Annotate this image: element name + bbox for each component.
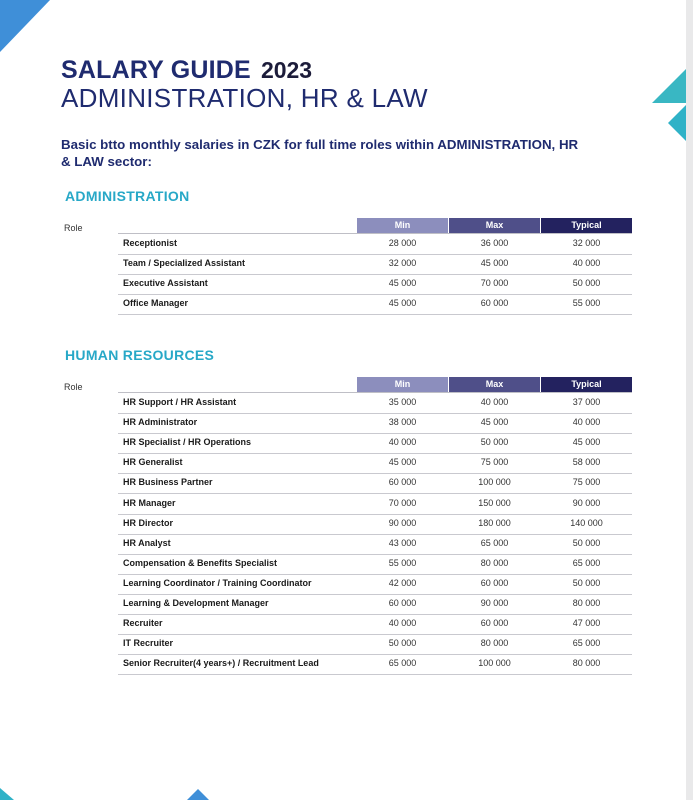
row-role-name: HR Administrator bbox=[123, 417, 198, 428]
row-min-value: 40 000 bbox=[388, 618, 417, 629]
row-role-name: Learning Coordinator / Training Coordinator bbox=[123, 577, 312, 588]
row-min-value: 35 000 bbox=[388, 397, 417, 407]
row-typical-value: 32 000 bbox=[572, 238, 601, 248]
row-max-value: 45 000 bbox=[480, 417, 509, 428]
bottom-left-triangle-decoration bbox=[0, 788, 14, 800]
row-role-name: Team / Specialized Assistant bbox=[123, 258, 246, 269]
row-role-name: HR Director bbox=[123, 517, 174, 528]
row-min-value: 45 000 bbox=[388, 298, 417, 309]
row-min-value: 65 000 bbox=[388, 658, 417, 669]
row-role-name: Receptionist bbox=[123, 238, 178, 248]
row-max-value: 60 000 bbox=[480, 298, 509, 309]
row-min-value: 42 000 bbox=[388, 577, 417, 588]
title-year: 2023 bbox=[260, 57, 313, 83]
corner-triangle-decoration bbox=[0, 0, 50, 52]
right-arrow-decoration bbox=[668, 105, 686, 141]
row-typical-value: 65 000 bbox=[572, 557, 601, 568]
table-row bbox=[118, 413, 632, 434]
row-min-value: 50 000 bbox=[388, 638, 417, 649]
row-typical-value: 37 000 bbox=[572, 397, 601, 407]
row-max-value: 100 000 bbox=[478, 477, 511, 488]
column-role-label: Role bbox=[64, 223, 83, 233]
row-role-name: HR Specialist / HR Operations bbox=[123, 437, 252, 448]
table-row bbox=[118, 634, 632, 655]
row-typical-value: 55 000 bbox=[572, 298, 601, 309]
table-row bbox=[118, 494, 632, 515]
table-row bbox=[118, 254, 632, 275]
section-title-administration: ADMINISTRATION bbox=[65, 188, 190, 204]
column-header-min: Min bbox=[357, 377, 448, 392]
column-header-typical: Typical bbox=[541, 218, 632, 233]
row-typical-value: 50 000 bbox=[572, 537, 601, 548]
row-min-value: 43 000 bbox=[388, 537, 417, 548]
row-min-value: 38 000 bbox=[388, 417, 417, 428]
row-typical-value: 47 000 bbox=[572, 618, 601, 629]
row-min-value: 32 000 bbox=[388, 258, 417, 269]
row-typical-value: 80 000 bbox=[572, 658, 601, 669]
table-row bbox=[118, 534, 632, 555]
intro-text: Basic btto monthly salaries in CZK for full time roles within ADMINISTRATION, HR & LAW sector: bbox=[61, 137, 579, 169]
row-min-value: 60 000 bbox=[388, 598, 417, 608]
row-min-value: 45 000 bbox=[388, 457, 417, 468]
row-typical-value: 40 000 bbox=[572, 258, 601, 269]
row-max-value: 150 000 bbox=[478, 497, 511, 508]
title-main: SALARY GUIDE bbox=[61, 56, 251, 84]
column-header-max: Max bbox=[449, 377, 540, 392]
row-role-name: Compensation & Benefits Specialist bbox=[123, 557, 278, 568]
table-row bbox=[118, 554, 632, 575]
table-row bbox=[118, 614, 632, 635]
row-role-name: HR Business Partner bbox=[123, 477, 213, 488]
row-max-value: 45 000 bbox=[480, 258, 509, 269]
row-typical-value: 50 000 bbox=[572, 577, 601, 588]
row-max-value: 40 000 bbox=[480, 397, 509, 407]
row-typical-value: 50 000 bbox=[572, 278, 601, 289]
row-typical-value: 75 000 bbox=[572, 477, 601, 488]
table-row bbox=[118, 574, 632, 595]
row-role-name: HR Manager bbox=[123, 497, 176, 508]
row-min-value: 60 000 bbox=[388, 477, 417, 488]
row-max-value: 60 000 bbox=[480, 577, 509, 588]
row-min-value: 28 000 bbox=[388, 238, 417, 248]
row-min-value: 70 000 bbox=[388, 497, 417, 508]
row-min-value: 40 000 bbox=[388, 437, 417, 448]
page-edge bbox=[686, 0, 693, 800]
table-row bbox=[118, 654, 632, 675]
row-max-value: 60 000 bbox=[480, 618, 509, 629]
row-max-value: 90 000 bbox=[480, 598, 509, 608]
column-role-label: Role bbox=[64, 382, 83, 392]
row-typical-value: 45 000 bbox=[572, 437, 601, 448]
row-min-value: 45 000 bbox=[388, 278, 417, 289]
table-row bbox=[118, 453, 632, 474]
row-typical-value: 90 000 bbox=[572, 497, 601, 508]
row-typical-value: 58 000 bbox=[572, 457, 601, 468]
row-typical-value: 65 000 bbox=[572, 638, 601, 649]
row-max-value: 75 000 bbox=[480, 457, 509, 468]
table-row bbox=[118, 433, 632, 454]
row-typical-value: 40 000 bbox=[572, 417, 601, 428]
row-typical-value: 140 000 bbox=[570, 517, 603, 528]
right-triangle-decoration bbox=[652, 67, 688, 103]
section-title-human-resources: HUMAN RESOURCES bbox=[65, 347, 215, 363]
row-max-value: 80 000 bbox=[480, 638, 509, 649]
column-header-typical: Typical bbox=[541, 377, 632, 392]
row-max-value: 70 000 bbox=[480, 278, 509, 289]
row-typical-value: 80 000 bbox=[572, 598, 601, 608]
row-max-value: 180 000 bbox=[478, 517, 511, 528]
row-role-name: HR Generalist bbox=[123, 457, 183, 468]
row-role-name: HR Analyst bbox=[123, 537, 171, 548]
row-role-name: HR Support / HR Assistant bbox=[123, 397, 237, 407]
column-header-max: Max bbox=[449, 218, 540, 233]
page-title bbox=[61, 56, 312, 85]
row-max-value: 36 000 bbox=[480, 238, 509, 248]
row-role-name: Recruiter bbox=[123, 618, 163, 629]
row-role-name: Senior Recruiter(4 years+) / Recruitment Lead bbox=[123, 658, 319, 669]
table-row bbox=[118, 294, 632, 315]
page-subtitle: ADMINISTRATION, HR & LAW bbox=[61, 83, 428, 113]
row-max-value: 80 000 bbox=[480, 557, 509, 568]
table-row bbox=[118, 393, 632, 414]
row-role-name: Office Manager bbox=[123, 298, 189, 309]
bottom-triangle-decoration bbox=[187, 789, 209, 800]
row-role-name: Executive Assistant bbox=[123, 278, 208, 289]
row-min-value: 90 000 bbox=[388, 517, 417, 528]
row-min-value: 55 000 bbox=[388, 557, 417, 568]
table-row bbox=[118, 594, 632, 615]
table-row bbox=[118, 473, 632, 494]
table-row bbox=[118, 274, 632, 295]
column-header-min: Min bbox=[357, 218, 448, 233]
row-role-name: Learning & Development Manager bbox=[123, 598, 269, 608]
table-row bbox=[118, 234, 632, 255]
row-max-value: 65 000 bbox=[480, 537, 509, 548]
row-max-value: 50 000 bbox=[480, 437, 509, 448]
table-row bbox=[118, 514, 632, 535]
row-max-value: 100 000 bbox=[478, 658, 511, 669]
row-role-name: IT Recruiter bbox=[123, 638, 174, 649]
